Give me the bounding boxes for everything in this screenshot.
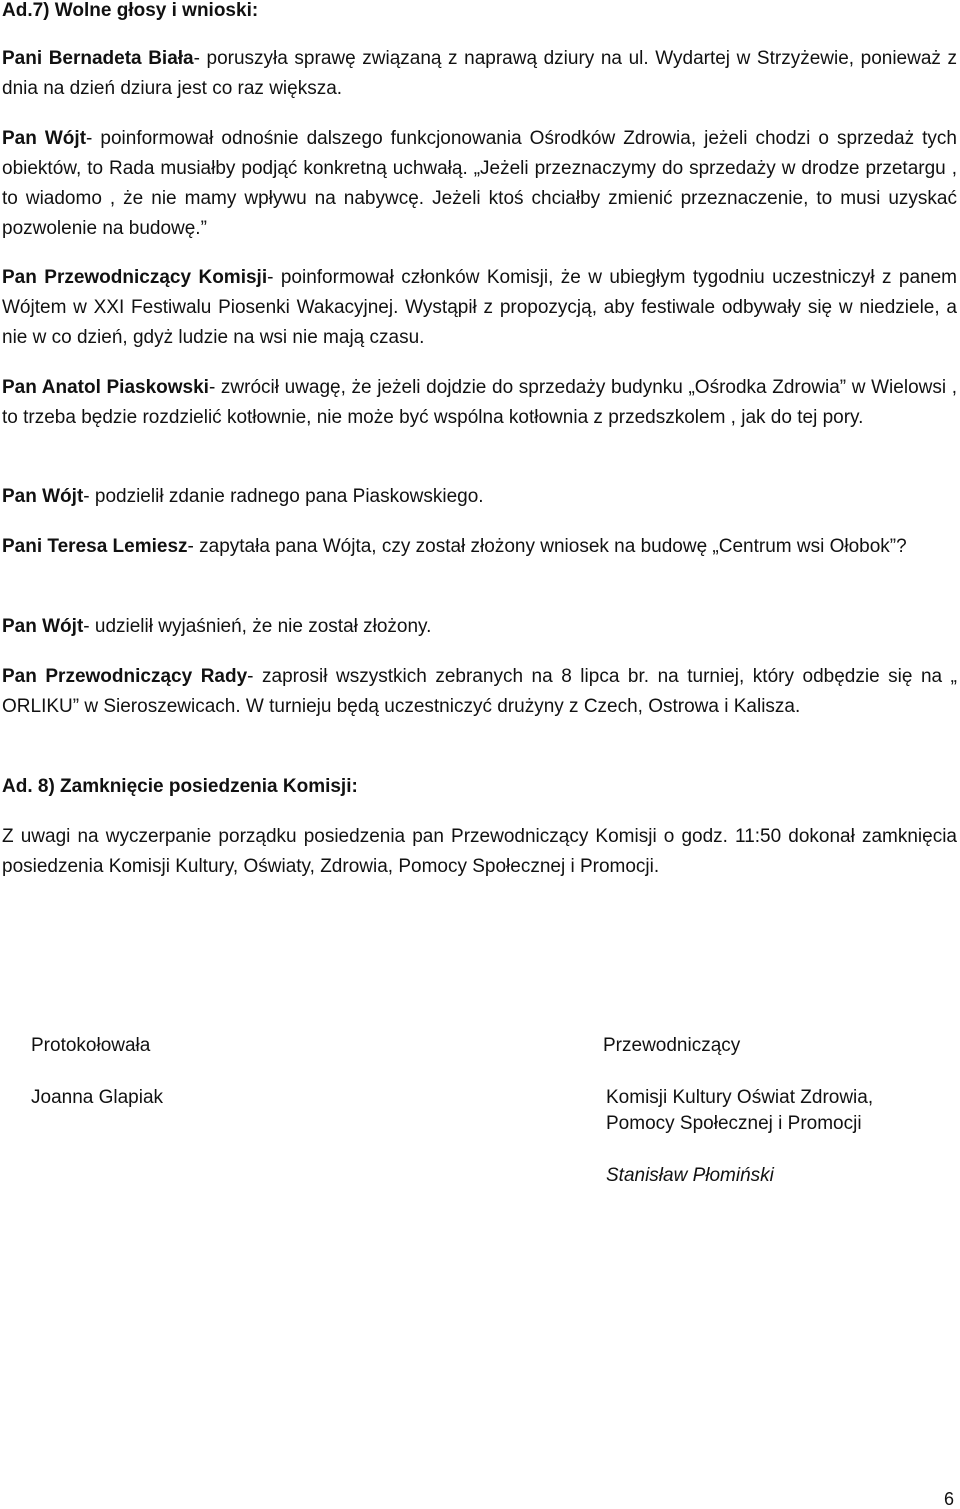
speaker-name: Pani Teresa Lemiesz: [2, 536, 188, 557]
paragraph-biala: [2, 44, 957, 104]
paragraph-text: - podzielił zdanie radnego pana Piaskowskiego.: [83, 486, 484, 507]
paragraph-lemiesz: [2, 532, 957, 562]
section-8-heading: Ad. 8) Zamknięcie posiedzenia Komisji:: [2, 776, 358, 797]
signature-right-committee-line1: Komisji Kultury Oświat Zdrowia,: [606, 1087, 874, 1108]
signature-left-name: Joanna Glapiak: [31, 1087, 164, 1108]
paragraph-text: - zaprosił wszystkich zebranych na 8 lipca br. na turniej, który odbędzie się na „ ORLIKU” w Sieroszewicach. W turnieju będą uczestniczyć drużyny z Czech, Ostrowa i Kalisza.: [2, 666, 957, 717]
paragraph-text: - poinformował członków Komisji, że w ubiegłym tygodniu uczestniczył z panem Wójtem w XXI Festiwalu Piosenki Wakacyjnej. Wystąpił z propozycją, aby festiwale odbywały się w niedziele, a nie w co dzień, gdyż ludzie na wsi nie mają czasu.: [2, 267, 957, 348]
speaker-name: Pan Anatol Piaskowski: [2, 377, 209, 398]
paragraph-closing: Z uwagi na wyczerpanie porządku posiedzenia pan Przewodniczący Komisji o godz. 11:50 dokonał zamknięcia posiedzenia Komisji Kultury, Oświaty, Zdrowia, Pomocy Społecznej i Promocji.: [2, 826, 957, 877]
speaker-name: Pan Wójt: [2, 616, 84, 637]
signature-right-name: Stanisław Płomiński: [606, 1165, 774, 1186]
speaker-name: Pani Bernadeta Biała: [2, 48, 194, 69]
paragraph-wojt-3: [2, 612, 957, 642]
paragraph-wojt-1: [2, 124, 957, 244]
paragraph-przewodniczacy-komisji: [2, 263, 957, 353]
paragraph-wojt-2: [2, 482, 957, 512]
speaker-name: Pan Wójt: [2, 486, 84, 507]
paragraph-piaskowski: [2, 373, 957, 433]
speaker-name: Pan Przewodniczący Komisji: [2, 267, 268, 288]
paragraph-przewodniczacy-rady: [2, 662, 957, 722]
paragraph-text: - poinformował odnośnie dalszego funkcjonowania Ośrodków Zdrowia, jeżeli chodzi o sprzedaż tych obiektów, to Rada musiałby podjąć konkretną uchwałą. „Jeżeli przeznaczymy do sprzedaży w drodze przetargu , to wiadomo , że nie mamy wpływu na nabywcę. Jeżeli ktoś chciałby zmienić przeznaczenie, to musi uzyskać pozwolenie na budowę.”: [2, 128, 957, 239]
speaker-name: Pan Wójt: [2, 128, 87, 149]
paragraph-text: - poruszyła sprawę związaną z naprawą dziury na ul. Wydartej w Strzyżewie, ponieważ z dnia na dzień dziura jest co raz większa.: [2, 48, 957, 99]
signature-right-committee-line2: Pomocy Społecznej i Promocji: [606, 1113, 862, 1134]
signature-left-role: Protokołowała: [31, 1035, 151, 1056]
page-number: 6: [943, 1489, 954, 1509]
paragraph-text: - udzielił wyjaśnień, że nie został złożony.: [83, 616, 432, 637]
paragraph-text: - zapytała pana Wójta, czy został złożony wniosek na budowę „Centrum wsi Ołobok”?: [187, 536, 907, 557]
signature-right-role: Przewodniczący: [603, 1035, 741, 1056]
paragraph-text: - zwrócił uwagę, że jeżeli dojdzie do sprzedaży budynku „Ośrodka Zdrowia” w Wielowsi , to trzeba będzie rozdzielić kotłownie, nie może być wspólna kotłownia z przedszkolem , jak do tej pory.: [2, 377, 957, 428]
speaker-name: Pan Przewodniczący Rady: [2, 666, 248, 687]
section-7-heading: Ad.7) Wolne głosy i wnioski:: [2, 0, 259, 21]
